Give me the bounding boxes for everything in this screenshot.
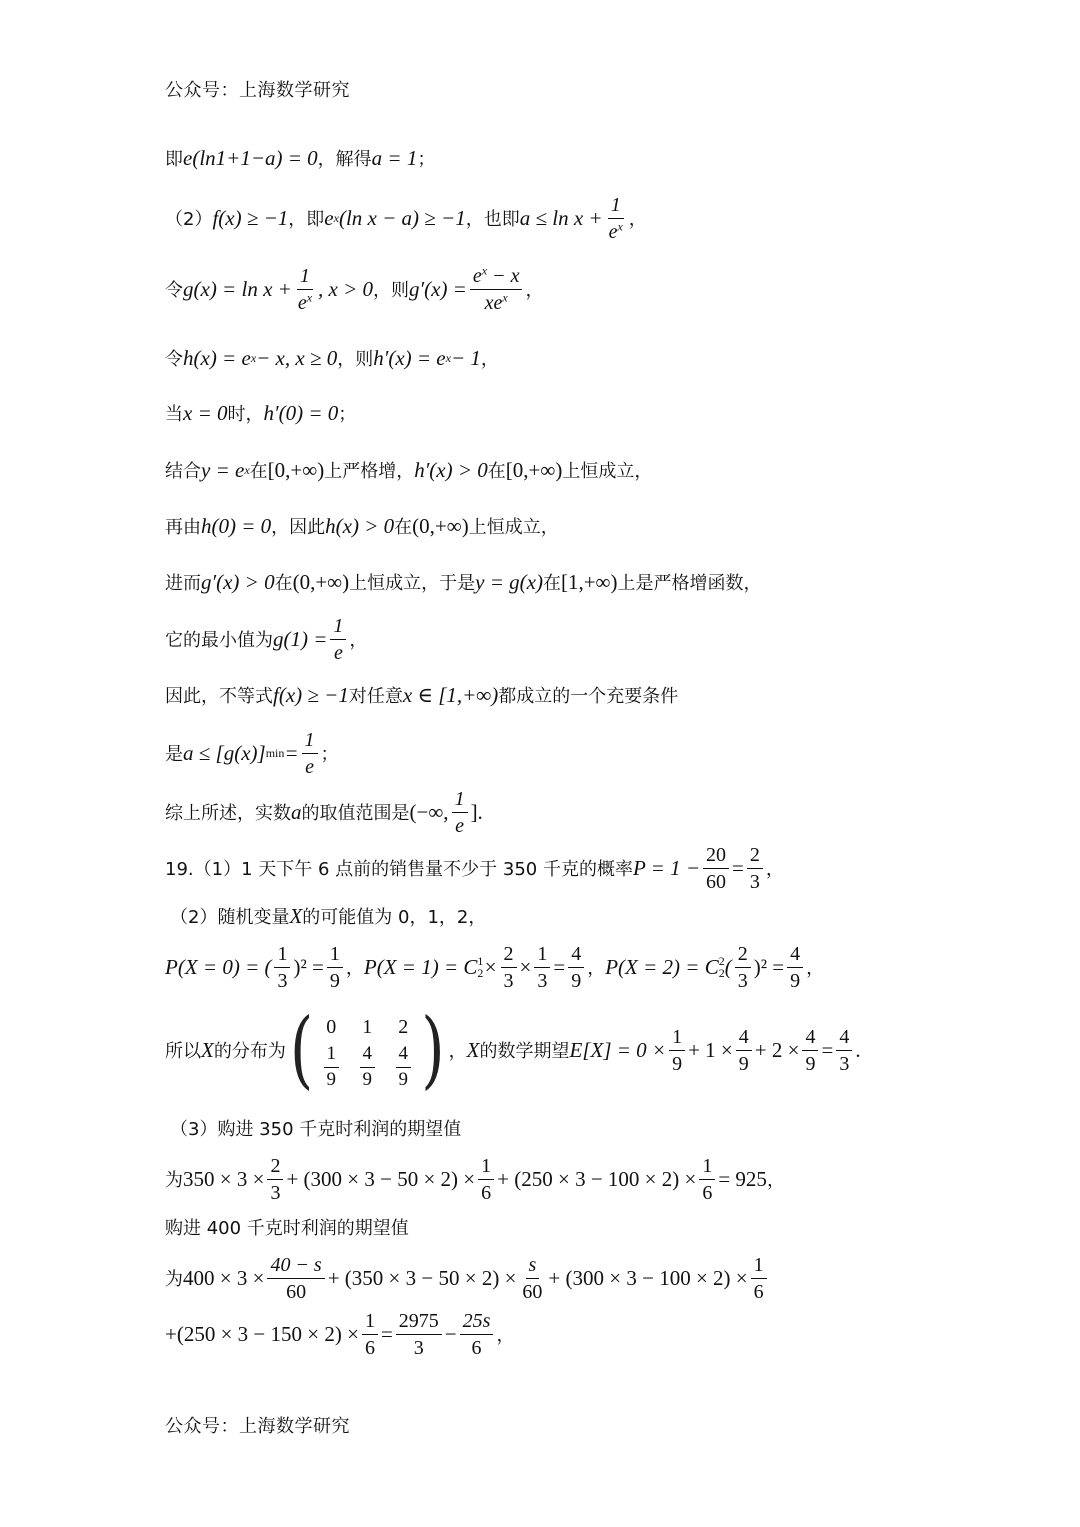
numerator: 1 [330, 615, 346, 640]
equation-part: − 1 [450, 345, 481, 370]
text: 的数学期望 [479, 1041, 570, 1062]
numerator: 4 [787, 943, 803, 968]
equation: a ≤ [g(x)] min = [183, 740, 299, 765]
fraction [747, 844, 763, 893]
numerator-rest: − x [487, 264, 520, 287]
denominator-base: xe [484, 291, 503, 314]
denominator: 6 [753, 1280, 764, 1303]
denominator: 9 [790, 969, 801, 992]
solution-line-2 [165, 195, 647, 241]
equation: X [466, 1037, 480, 1062]
text: 在 [394, 517, 413, 538]
denominator: 3 [749, 870, 760, 893]
text: ， [806, 958, 825, 979]
denominator: 3 [839, 1052, 850, 1075]
numerator: 20 [703, 844, 729, 869]
equation: g′(x) = [409, 276, 467, 301]
text: 对任意 [348, 686, 403, 707]
numerator: 4 [836, 1026, 852, 1051]
fraction [736, 1026, 752, 1075]
equation: a = 1 [371, 145, 418, 170]
text: 综上所述，实数 [165, 803, 291, 824]
denominator: 9 [329, 969, 340, 992]
fraction [534, 943, 550, 992]
equation: + (350 × 3 − 50 × 2) × [327, 1265, 517, 1290]
expectation-350-line [165, 1154, 785, 1204]
interval: (−∞, [409, 799, 449, 824]
equation: X [289, 903, 303, 928]
denominator: 9 [571, 969, 582, 992]
numerator: 1 [452, 788, 468, 813]
fraction [267, 1254, 324, 1303]
equation: h(0) = 0 [201, 513, 272, 538]
numerator: 2 [267, 1155, 283, 1180]
solution-line-11 [165, 728, 339, 778]
interval: (0,+∞) [292, 569, 350, 594]
text: ， [628, 209, 647, 230]
equation: h(x) > 0 [325, 513, 395, 538]
denominator: 60 [286, 1280, 307, 1303]
equation: E[X] = 0 × [569, 1037, 667, 1062]
text: ； [338, 404, 357, 425]
numerator: 1 [534, 943, 550, 968]
text: （2） [165, 209, 213, 230]
equation: y = e x [201, 457, 250, 482]
fraction [452, 788, 468, 837]
page-header: 公众号：上海数学研究 [165, 80, 350, 101]
superscript: 1 [477, 954, 484, 968]
expectation-400-intro [165, 1207, 409, 1247]
fraction [606, 194, 626, 243]
denominator: 6 [471, 1336, 482, 1359]
equation-part: − x, x ≥ 0 [256, 345, 338, 370]
numerator: 4 [568, 943, 584, 968]
text: 上严格增， [324, 461, 415, 482]
fraction [330, 615, 346, 664]
text: 上恒成立， [468, 517, 559, 538]
expectation-400-line-1 [165, 1253, 770, 1303]
text: 时， [227, 404, 264, 425]
text: 进而 [165, 573, 201, 594]
text: ， [765, 859, 784, 880]
numerator: 1 [297, 265, 313, 290]
numerator: 1 [699, 1155, 715, 1180]
numerator: 1 [274, 943, 290, 968]
text: 的分布为 [213, 1041, 286, 1062]
denominator: 6 [364, 1336, 375, 1359]
text: ，则 [373, 280, 410, 301]
equation-part: h′(x) = e [373, 345, 446, 370]
text: ，即 [288, 209, 325, 230]
solution-line-1 [165, 138, 435, 178]
denominator-base: e [297, 291, 307, 314]
solution-line-3 [165, 264, 543, 314]
equation: + (300 × 3 − 50 × 2) × [286, 1166, 476, 1191]
text: （3）购进 350 千克时利润的期望值 [170, 1119, 462, 1140]
text: 令 [165, 280, 183, 301]
interval: [0,+∞) [267, 457, 325, 482]
equation: f(x) ≥ −1 [212, 205, 289, 230]
text: 上恒成立， [562, 461, 653, 482]
text: 都成立的一个充要条件 [498, 686, 679, 707]
equation: + (300 × 3 − 100 × 2) × [548, 1265, 748, 1290]
text: 令 [165, 349, 183, 370]
denominator: $xe^x$ [484, 289, 508, 314]
equation: g(x) = ln x + [183, 276, 292, 301]
equation: + (250 × 3 − 100 × 2) × [497, 1166, 697, 1191]
numerator: 2975 [396, 1310, 442, 1335]
numerator: 4 [360, 1044, 376, 1068]
text: 再由 [165, 517, 201, 538]
text: 在 [249, 461, 268, 482]
equation: P(X = 0) = ( [165, 954, 272, 979]
numerator: 1 [478, 1155, 494, 1180]
text: ， [480, 349, 499, 370]
solution-line-8 [165, 562, 762, 602]
denominator: 9 [805, 1052, 816, 1075]
denominator: 3 [503, 969, 514, 992]
denominator: 9 [362, 1068, 372, 1090]
equation: + 1 × [688, 1037, 733, 1062]
equation-part: y = e [201, 457, 245, 482]
fraction [460, 1310, 494, 1359]
text: ， [345, 958, 364, 979]
denominator: 9 [398, 1068, 408, 1090]
equation: h′(x) = e x − 1 [373, 345, 481, 370]
equation-part: = [284, 740, 299, 765]
equation-part: h(x) = e [183, 345, 251, 370]
numerator: 4 [736, 1026, 752, 1051]
text: 为 [165, 1269, 183, 1290]
equation: f(x) ≥ −1 [273, 682, 349, 707]
problem-19-part-1 [165, 843, 784, 893]
text: ， [587, 958, 606, 979]
solution-line-7 [165, 506, 559, 546]
text: 它的最小值为 [165, 630, 273, 651]
equation: a ≤ ln x + [519, 205, 603, 230]
numerator: 2 [501, 943, 517, 968]
fraction [669, 1026, 685, 1075]
denominator: 9 [672, 1052, 683, 1075]
fraction [501, 943, 517, 992]
fraction [836, 1026, 852, 1075]
text: 的可能值为 0，1，2， [302, 907, 487, 928]
equation: h(x) = e x − x, x ≥ 0 [183, 345, 338, 370]
equation: e(ln1+1−a) = 0 [183, 145, 318, 170]
numerator: $e^x - x$ [470, 265, 523, 290]
right-paren: ) [421, 1001, 445, 1099]
interval: (0,+∞) [412, 513, 469, 538]
equation: = [732, 855, 744, 880]
equation: = 925 [718, 1166, 767, 1191]
equation: )² = [753, 954, 785, 979]
text: （2）随机变量 [170, 907, 290, 928]
equation-part: ( [724, 954, 732, 979]
numerator: 4 [396, 1044, 412, 1068]
text: ，也即 [465, 209, 520, 230]
left-paren: ( [289, 1001, 314, 1099]
fraction [751, 1254, 767, 1303]
equation: 350 × 3 × [183, 1166, 265, 1191]
matrix-cell [396, 1044, 412, 1091]
denominator: $e^x$ [297, 289, 313, 314]
fraction [802, 1026, 818, 1075]
interval: [0,+∞) [505, 457, 563, 482]
fraction [274, 943, 290, 992]
denominator: 60 [522, 1280, 543, 1303]
fraction [327, 943, 343, 992]
text: ，则 [337, 349, 374, 370]
text: ， [448, 1041, 467, 1062]
numerator: 1 [608, 194, 624, 219]
fraction [703, 844, 729, 893]
text: ， [525, 280, 544, 301]
numerator: 1 [302, 729, 318, 754]
text: ， [766, 1170, 785, 1191]
equation-part: P(X = 2) = C [605, 954, 719, 979]
interval: [1,+∞) [560, 569, 618, 594]
denominator: 6 [702, 1181, 713, 1204]
denominator: 3 [270, 1181, 281, 1204]
numerator: 1 [362, 1310, 378, 1335]
text: ； [320, 744, 339, 765]
text: 的取值范围是 [301, 803, 410, 824]
fraction [362, 1310, 378, 1359]
fraction [568, 943, 584, 992]
equation: e x (ln x − a) ≥ −1 [324, 205, 466, 230]
numerator-base: e [472, 264, 482, 287]
text: 即 [165, 149, 183, 170]
text: 结合 [165, 461, 201, 482]
equation-part: (ln x − a) ≥ −1 [338, 205, 466, 230]
denominator: 9 [326, 1068, 336, 1090]
equation: . [855, 1037, 861, 1062]
equation: , x > 0 [318, 276, 374, 301]
text: 在 [274, 573, 293, 594]
fraction [396, 1310, 442, 1359]
text: ； [417, 149, 436, 170]
equation: = [821, 1037, 834, 1062]
equation-part: × [483, 954, 498, 979]
equation: + 2 × [754, 1037, 800, 1062]
text: ，解得 [317, 149, 372, 170]
distribution-line [165, 1001, 861, 1099]
fraction [519, 1254, 545, 1303]
fraction [295, 265, 315, 314]
solution-line-4 [165, 338, 499, 378]
equation: )² = [293, 954, 324, 979]
text: 上恒成立，于是 [349, 573, 476, 594]
fraction [735, 943, 751, 992]
solution-line-10 [165, 675, 678, 715]
page-footer: 公众号：上海数学研究 [165, 1416, 350, 1437]
denominator: e [305, 755, 314, 778]
equation: = [553, 954, 566, 979]
solution-line-9 [165, 614, 367, 664]
equation: = [380, 1321, 393, 1346]
equation-part: P(X = 1) = C [363, 954, 478, 979]
expectation-400-line-2 [165, 1309, 514, 1359]
subscript: 2 [477, 966, 484, 980]
numerator: 1 [327, 943, 343, 968]
equation [605, 955, 732, 980]
distribution-matrix [289, 1001, 445, 1099]
equation: x ∈ [1,+∞) [402, 682, 499, 707]
equation: g(1) = [273, 626, 328, 651]
text: 19.（1）1 天下午 6 点前的销售量不少于 350 千克的概率 [165, 859, 633, 880]
equation-part: a ≤ [g(x)] [183, 740, 266, 765]
numerator: s [526, 1254, 540, 1279]
equation: x = 0 [183, 400, 228, 425]
fraction [478, 1155, 494, 1204]
equation: ]. [470, 799, 483, 824]
equation: +(250 × 3 − 150 × 2) × [165, 1321, 359, 1346]
denominator: 3 [737, 969, 748, 992]
equation: y = g(x) [475, 569, 543, 594]
denominator: 60 [706, 870, 726, 893]
matrix-cell: 0 [326, 1015, 337, 1038]
superscript: 2 [718, 954, 725, 968]
numerator: 2 [747, 844, 763, 869]
solution-line-6 [165, 450, 652, 490]
fraction [787, 943, 803, 992]
text: 当 [165, 404, 183, 425]
denominator: 9 [738, 1052, 749, 1075]
matrix-cell [360, 1044, 376, 1091]
text: 在 [487, 461, 506, 482]
equation: h′(0) = 0 [263, 400, 339, 425]
fraction [267, 1155, 283, 1204]
numerator: 25s [460, 1310, 494, 1335]
denominator: 3 [277, 969, 288, 992]
solution-line-5 [165, 393, 356, 433]
denominator: 3 [413, 1336, 424, 1359]
text: 购进 400 千克时利润的期望值 [165, 1218, 409, 1239]
equation: 400 × 3 × [183, 1265, 265, 1290]
text: ， [349, 630, 368, 651]
numerator: 1 [324, 1044, 340, 1068]
text: 是 [165, 744, 183, 765]
denominator: 6 [481, 1181, 492, 1204]
equation: a [291, 799, 302, 824]
numerator: 40 − s [267, 1254, 324, 1279]
text: 为 [165, 1170, 183, 1191]
matrix-cell [324, 1044, 340, 1091]
equation: g′(x) > 0 [201, 569, 275, 594]
probability-line [165, 942, 824, 992]
matrix-grid [313, 1010, 421, 1090]
text: 因此，不等式 [165, 686, 273, 707]
numerator: 2 [735, 943, 751, 968]
denominator: e [455, 814, 464, 837]
text: 在 [542, 573, 561, 594]
denominator: e [333, 641, 343, 664]
numerator: 1 [669, 1026, 685, 1051]
fraction [699, 1155, 715, 1204]
fraction [302, 729, 318, 778]
text: ，因此 [271, 517, 326, 538]
denominator: 3 [537, 969, 548, 992]
numerator: 1 [751, 1254, 767, 1279]
fraction [470, 262, 523, 314]
equation: X [201, 1037, 214, 1062]
equation: h′(x) > 0 [414, 457, 488, 482]
text: 上是严格增函数， [617, 573, 762, 594]
equation [364, 955, 498, 980]
matrix-cell: 1 [362, 1015, 373, 1038]
equation: − [444, 1321, 457, 1346]
denominator-base: e [608, 220, 618, 243]
subscript: 2 [718, 966, 725, 980]
text: 所以 [165, 1041, 201, 1062]
numerator: 4 [802, 1026, 818, 1051]
denominator: $e^x$ [608, 218, 623, 243]
equation: P = 1 − [632, 855, 700, 880]
text: ， [496, 1325, 515, 1346]
equation: × [519, 954, 532, 979]
problem-19-part-2 [170, 896, 486, 936]
matrix-cell: 2 [398, 1015, 409, 1038]
problem-19-part-3 [170, 1108, 461, 1148]
solution-line-12 [165, 787, 483, 837]
